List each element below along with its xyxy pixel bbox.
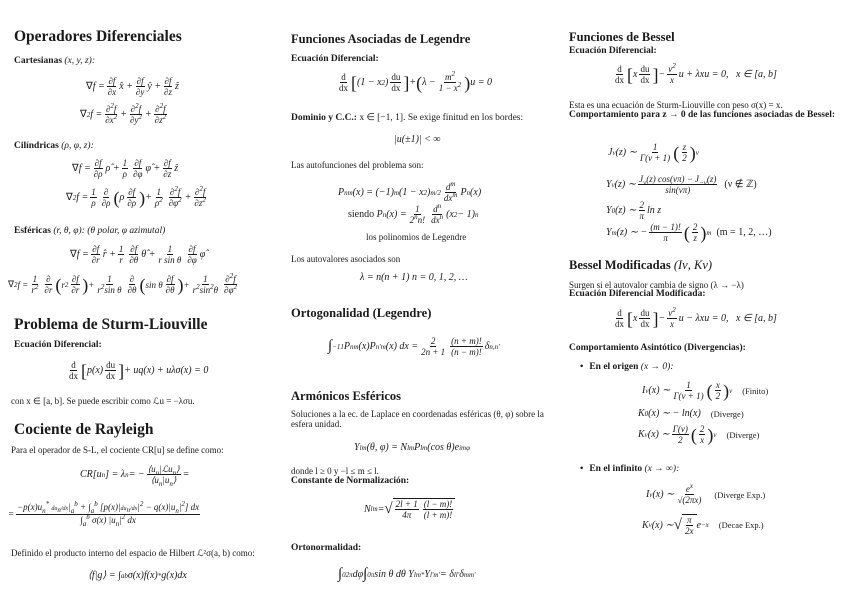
k-infinity-eq: K ν (x) ∼ √ $\frac{\pi}{2x}$ e −x (Decae Exp.) [642,515,764,536]
column-bessel [566,0,842,599]
orthogonality-eq: ∫ −1 1 P n m (x)P n' m (x) dx = $\frac{2}{2n + 1}$ $\frac{(n + m)!}{(n - m)!}$ δ n,n' [328,336,500,357]
spherical-label: Esféricas (r, θ, φ): (θ polar, φ azimutal) [14,226,166,236]
bessel-y0-small-eq: Y 0 (z) ∼ $\frac{2}{\pi}$ ln z [606,200,662,221]
asymptotic-label: Comportamiento Asintótico (Divergencias): [569,343,746,353]
modified-bessel-equation: $\frac{d}{dx}$ [ x $\frac{du}{dx}$ ] − $\frac{\nu^2}{x}$ u − λxu = 0, x ∈ [a, b] [615,306,777,329]
column-legendre [288,0,558,599]
cylindrical-gradient-eq: ∇ f = $\frac{\partial f}{\partial\rho}$ ρ̂ + $\frac{1}{\rho}$ $\frac{\partial f}{\partial\varphi}$ φ̂ + $\frac{\partial f}{\partial z}$ ẑ [72,158,179,179]
section-title-spherical-harmonics: Armónicos Esféricos [291,389,402,403]
spherical-gradient-eq: ∇ f = $\frac{\partial f}{\partial r}$ r̂ + $\frac{1}{r}$ $\frac{\partial f}{\partial\theta}$ θ̂ + $\frac{1}{\text{r sin θ}}$ $\frac{\partial f}{\partial\varphi}$ φ̂ [70,244,206,265]
eigenfunctions-text: Las autofunciones del problema son: [291,160,424,170]
i-infinity-eq: I ν (x) ∼ $\frac{e^x}{√(2\pi x)}$ (Diverge Exp.) [646,482,766,505]
cylindrical-laplacian-eq: ∇ 2 f = $\frac{1}{\rho}$ $\frac{\partial}{\partial\rho}$ ( ρ $\frac{\partial f}{\partial\rho}$ ) + $\frac{1}{\rho^2}$ $\frac{\partial^2f}{\partial\varphi^2}$ + $\frac{\partial^2f}{\partial z^2}$ [66,185,206,208]
origin-bullet: • En el origen (x → 0): [580,362,674,372]
rodrigues-eq: siendo P n (x) = $\frac{1}{2^nn!}$ $\frac{d^n}{dx^n}$ (x 2 − 1) n [348,202,479,225]
eigenvalues-text: Los autovalores asociados son [291,254,401,264]
cylindrical-label: Cilíndricas (ρ, φ, z): [14,141,94,151]
normalization-label: Constante de Normalización: [291,476,410,486]
orthonormality-eq: ∫ 0 2π dφ ∫ 0 π sin θ dθ Y l m* Y l' m' = δ ll' δ mm' [338,566,476,582]
sl-eq-label: Ecuación Diferencial: [14,340,102,350]
bessel-weight-text: Esta es una ecuación de Sturm-Liouville con peso σ(x) = x. [569,100,783,110]
spherical-laplacian-eq: ∇ 2 f = $\frac{1}{r^2}$ $\frac{\partial}{\partial r}$ ( r 2 $\frac{\partial f}{\partial r}$ ) + $\frac{1}{r^2\sin \theta}$ $\frac{\partial}{\partial\theta}$ ( sin θ $\frac{\partial f}{\partial\theta}$ ) + $\frac{1}{r^2\sin^2\theta}$ $\frac{\partial^2f}{\partial\varphi^2}$ [8,272,237,295]
bessel-eq-label: Ecuación Diferencial: [569,46,657,56]
spherical-harmonic-eq: Y l m (θ, φ) = N lm P l m (cos θ)e imφ [354,442,470,453]
finiteness-eq: |u(±1)| < ∞ [394,134,441,145]
bessel-behavior-label: Comportamiento para z → 0 de las funciones asociadas de Bessel: [569,110,835,120]
cartesian-gradient-eq: ∇ f = $\frac{\partial f}{\partial x}$ x̂ + $\frac{\partial f}{\partial y}$ ŷ + $\frac{\partial f}{\partial z}$ ẑ [86,76,179,97]
eigenvalues-eq: λ = n(n + 1) n = 0, 1, 2, … [360,272,468,283]
rayleigh-def-eq: CR[u n ] = λ n = − $\frac{⟨u_n|ℒu_n⟩}{⟨u_n|u_n⟩}$ = [80,464,190,488]
section-title-modified-bessel: Bessel Modificadas (Iν, Kν) [569,258,713,272]
section-title-bessel: Funciones de Bessel [569,30,675,44]
normalization-eq: N lm = √ $\frac{2l + 1}{4\pi}$ $\frac{(l - m)!}{(l + m)!}$ [364,498,455,520]
rayleigh-text: Para el operador de S-L, el cociente CR[u] se define como: [11,445,224,455]
spherical-harmonics-text: Soluciones a la ec. de Laplace en coordenadas esféricas (θ, φ) sobre la esfera unidad. [291,409,544,429]
orthonormality-label: Ortonormalidad: [291,543,362,553]
modified-eq-label: Ecuación Diferencial Modificada: [569,289,706,299]
section-title-legendre: Funciones Asociadas de Legendre [291,32,471,46]
section-title-orthogonality: Ortogonalidad (Legendre) [291,306,432,320]
assoc-legendre-eq: P n m (x) = (−1) m (1 − x 2 ) m/2 $\frac{d^m}{dx^m}$ P n (x) [338,180,482,203]
k0-origin-eq: K 0 (x) ∼ − ln(x) (Diverge) [638,408,744,419]
legendre-eq-label: Ecuación Diferencial: [291,54,379,64]
i-origin-eq: I ν (x) ∼ $\frac{1}{\Gamma(\nu + 1)}$ ( $\frac{x}{2}$ ) ν (Finito) [642,380,769,401]
hilbert-text: Definido el producto interno del espacio de Hilbert ℒ²σ(a, b) como: [11,548,255,558]
bessel-equation: $\frac{d}{dx}$ [ x $\frac{du}{dx}$ ] − $\frac{\nu^2}{x}$ u + λxu = 0, x ∈ [a, b] [615,62,777,85]
section-title-operators: Operadores Diferenciales [14,28,182,45]
infinity-bullet: • En el infinito (x → ∞): [580,464,679,474]
inner-product-eq: ⟨f|g⟩ = ∫ a b σ(x)f(x) * g(x)dx [88,570,187,581]
legendre-polys-text: los polinomios de Legendre [366,232,467,242]
k-origin-eq: K ν (x) ∼ $\frac{\Gamma(\nu)}{2}$ ( $\frac{2}{x}$ ) ν (Diverge) [638,424,760,445]
legendre-equation: $\frac{d}{dx}$ [ (1 − x 2 ) $\frac{du}{dx}$ ] + ( λ − $\frac{m^2}{1 - x^2}$ ) u = 0 [339,70,493,93]
sl-text: con x ∈ [a, b]. Se puede escribir como ℒu = −λσu. [11,396,195,406]
modified-text: Surgen si el autovalor cambia de signo (λ → −λ) [569,280,744,290]
section-title-sturm-liouville: Problema de Sturm-Liouville [14,316,208,333]
bessel-ym-small-eq: Y m (z) ∼ − $\frac{(m - 1)!}{\pi}$ ( $\frac{2}{z}$ ) m (m = 1, 2, …) [606,222,772,243]
sl-equation: $\frac{d}{dx}$ [ p(x) $\frac{du}{dx}$ ] + uq(x) + uλσ(x) = 0 [69,360,209,381]
rayleigh-integral-eq: = $\frac{-p(x)u_n^* du_n/dx|_a^b + \int_a^b [p(x)|du_n/dx|^2 - q(x)|u_n|^2] dx}{\int_a^b \sigma(x) |u_n|^2 dx}$ [8,500,200,528]
l-m-range-text: donde l ≥ 0 y −l ≤ m ≤ l. [291,466,379,476]
cartesian-label: Cartesianas (x, y, z): [14,56,96,66]
bessel-j-small-eq: J ν (z) ∼ $\frac{1}{\Gamma(\nu + 1)}$ ( $\frac{z}{2}$ ) ν [608,142,699,163]
section-title-rayleigh: Cociente de Rayleigh [14,421,154,438]
domain-line: Dominio y C.C.: x ∈ [−1, 1]. Se exige finitud en los bordes: [291,113,524,123]
bessel-y-small-eq: Y ν (z) ∼ $\frac{J_\nu(z) \cos(\nu\pi) - J_{-\nu}(z)}{\sin(\nu\pi)}$ (ν ∉ ℤ) [606,174,757,195]
cartesian-laplacian-eq: ∇ 2 f = $\frac{\partial^2f}{\partial x^2}$ + $\frac{\partial^2f}{\partial y^2}$ + $\frac{\partial^2f}{\partial z^2}$ [80,102,167,125]
column-operators [8,0,280,599]
